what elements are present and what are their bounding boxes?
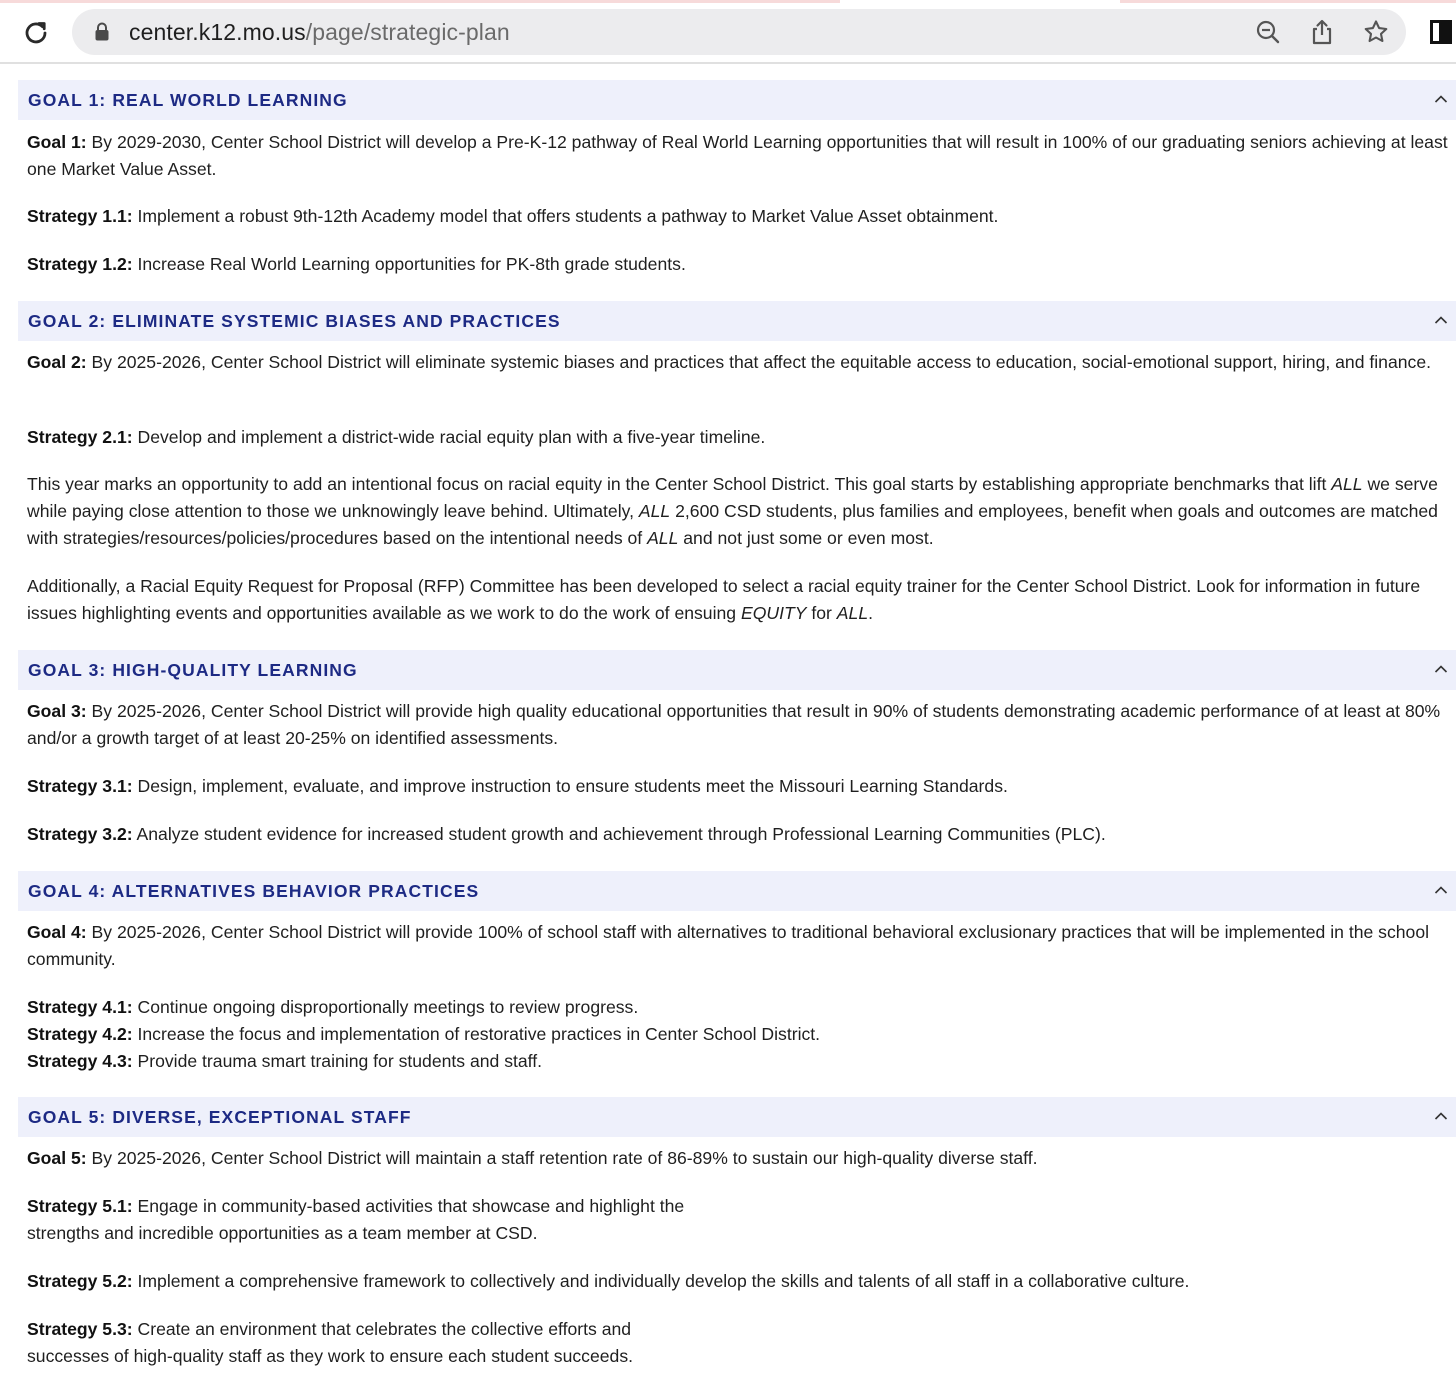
- chevron-up-icon[interactable]: [1434, 315, 1448, 325]
- racial-equity-paragraph: This year marks an opportunity to add an intentional focus on racial equity in the Center School District. This goal starts by establishing appropriate benchmarks that lift ALL we serve while paying close attention to those we unknowingly leave behind. Ultimately, ALL 2,600 CSD students, plus families and employees, benefit when goals and outcomes are matched with strategies/resources/policies/procedures based on the intentional needs of ALL and not just some or even most.: [27, 474, 1438, 548]
- reload-icon[interactable]: [20, 17, 52, 49]
- url-text[interactable]: [129, 18, 510, 46]
- tab-strip-edge: [0, 0, 1456, 3]
- goal-3-statement: Goal 3: By 2025-2026, Center School District will provide high quality educational opportunities that result in 90% of students demonstrating academic performance of at least at 80% and/or a growth target of at least 20-25% on identified assessments.: [27, 701, 1441, 748]
- strategy-1-2: Strategy 1.2: Increase Real World Learning opportunities for PK-8th grade students.: [27, 254, 686, 274]
- share-icon[interactable]: [1308, 18, 1336, 46]
- strategy-3-1: Strategy 3.1: Design, implement, evaluate, and improve instruction to ensure students meet the Missouri Learning Standards.: [27, 776, 1008, 796]
- goal-5-statement: Goal 5: By 2025-2026, Center School District will maintain a staff retention rate of 86-89% to sustain our high-quality diverse staff.: [27, 1148, 1038, 1168]
- url-host: center.k12.mo.us: [129, 19, 306, 45]
- chevron-up-icon[interactable]: [1434, 885, 1448, 895]
- goal-5-title: GOAL 5: DIVERSE, EXCEPTIONAL STAFF: [28, 1107, 412, 1127]
- goal-3-title: GOAL 3: HIGH-QUALITY LEARNING: [28, 660, 358, 680]
- strategy-5-1: Strategy 5.1: Engage in community-based activities that showcase and highlight the strengths and incredible opportunities as a team member at CSD.: [27, 1196, 685, 1243]
- goal-5-accordion-header[interactable]: [18, 1097, 1456, 1137]
- goal-4-accordion-header[interactable]: [18, 871, 1456, 911]
- strategy-1-1: Strategy 1.1: Implement a robust 9th-12th Academy model that offers students a pathway to Market Value Asset obtainment.: [27, 206, 999, 226]
- lock-icon: [94, 22, 110, 42]
- browser-toolbar: [0, 0, 1456, 64]
- strategy-5-2: Strategy 5.2: Implement a comprehensive framework to collectively and individually develop the skills and talents of all staff in a collaborative culture.: [27, 1271, 1190, 1291]
- address-bar[interactable]: [72, 9, 1406, 55]
- rfp-committee-paragraph: Additionally, a Racial Equity Request for Proposal (RFP) Committee has been developed to select a racial equity trainer for the Center School District. Look for information in future issues highlighting events and opportunities available as we work to do the work of ensuing EQUITY for ALL.: [27, 576, 1421, 623]
- goal-2-accordion-header[interactable]: [18, 301, 1456, 341]
- strategy-4-3: Strategy 4.3: Provide trauma smart training for students and staff.: [27, 1051, 543, 1071]
- strategy-5-3: Strategy 5.3: Create an environment that celebrates the collective efforts and successes of high-quality staff as they work to ensure each student succeeds.: [27, 1319, 634, 1366]
- goal-2-title: GOAL 2: ELIMINATE SYSTEMIC BIASES AND PRACTICES: [28, 311, 561, 331]
- chevron-up-icon[interactable]: [1434, 1111, 1448, 1121]
- goal-4-title: GOAL 4: ALTERNATIVES BEHAVIOR PRACTICES: [28, 881, 480, 901]
- goal-1-accordion-header[interactable]: [18, 80, 1456, 120]
- strategy-4-2: Strategy 4.2: Increase the focus and implementation of restorative practices in Center School District.: [27, 1024, 821, 1044]
- strategy-4-1: Strategy 4.1: Continue ongoing disproportionally meetings to review progress.: [27, 997, 639, 1017]
- goal-4-statement: Goal 4: By 2025-2026, Center School District will provide 100% of school staff with alternatives to traditional behavioral exclusionary practices that will be implemented in the school community.: [27, 922, 1430, 969]
- strategy-3-2: Strategy 3.2: Analyze student evidence for increased student growth and achievement through Professional Learning Communities (PLC).: [27, 824, 1106, 844]
- chevron-up-icon[interactable]: [1434, 94, 1448, 104]
- bookmark-star-icon[interactable]: [1362, 18, 1390, 46]
- zoom-out-icon[interactable]: [1254, 18, 1282, 46]
- goal-3-accordion-header[interactable]: [18, 650, 1456, 690]
- chevron-up-icon[interactable]: [1434, 664, 1448, 674]
- strategy-2-1: Strategy 2.1: Develop and implement a district-wide racial equity plan with a five-year timeline.: [27, 427, 766, 447]
- goal-1-statement: Goal 1: By 2029-2030, Center School District will develop a Pre-K-12 pathway of Real World Learning opportunities that will result in 100% of our graduating seniors achieving at least one Market Value Asset.: [27, 132, 1448, 179]
- goal-2-statement: Goal 2: By 2025-2026, Center School District will eliminate systemic biases and practices that affect the equitable access to education, social-emotional support, hiring, and finance.: [27, 352, 1432, 372]
- url-path: /page/strategic-plan: [305, 19, 510, 45]
- sidebar-toggle-icon[interactable]: [1430, 20, 1452, 44]
- goal-1-title: GOAL 1: REAL WORLD LEARNING: [28, 90, 348, 110]
